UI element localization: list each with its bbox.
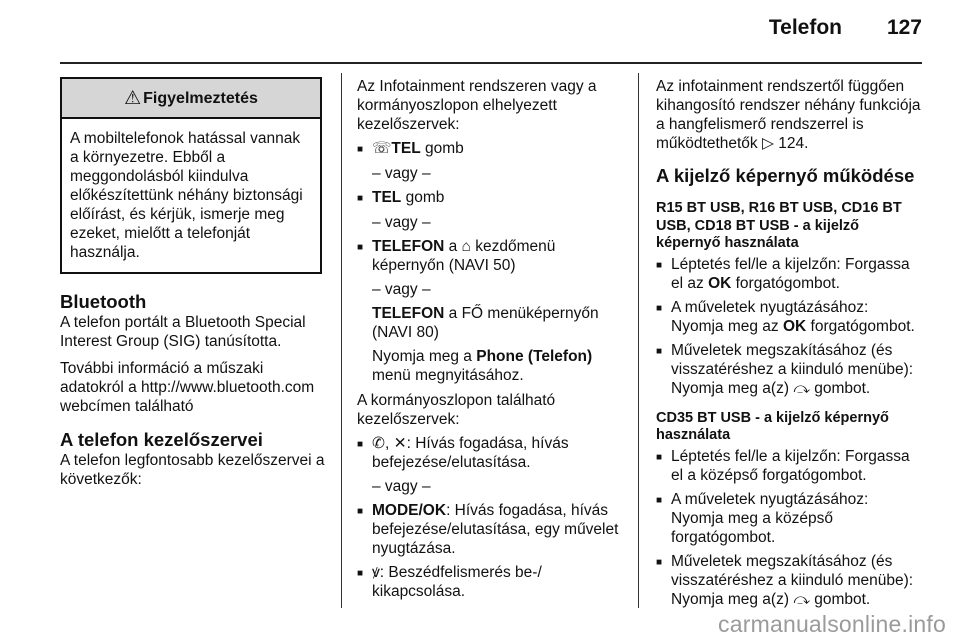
display-heading: A kijelző képernyő működése [656,165,915,186]
list-item [656,490,924,547]
home-icon: ⌂ [461,238,471,255]
bluetooth-p2: További információ a műszaki adatokról a http://www.bluetooth.com webcímen található [60,360,315,415]
item-text: Az infotainment rendszertől függően kihangosító rendszer néhány funkciója a hangfelismerő rendszerrel is működtethetők [656,78,921,152]
call-accept-icon: ✆ [372,435,385,452]
item-text: gomb [401,189,445,206]
item-text: Nyomja meg a [372,348,477,365]
page-number: 127 [886,16,922,39]
bullet-icon: ■ [656,345,663,357]
warning-header [62,79,320,119]
warning-body [62,119,320,272]
item-text: a [444,238,462,255]
telefon-label: TELEFON [372,238,445,255]
item-text: forgatógombot. [806,317,915,335]
warning-triangle-icon: ⚠ [124,87,142,109]
item-text: : Hívás fogadása, hívás befejezése/elutasítása, egy művelet nyugtázása. [372,502,619,557]
bullet-icon: ■ [357,506,364,517]
telefon-label: TELEFON [372,305,445,322]
item-text: Léptetés fel/le a kijelzőn: Forgassa el az [671,255,910,292]
column-divider-1 [341,73,342,608]
sub-heading-r15: R15 BT USB, R16 BT USB, CD16 BT USB, CD18 BT USB - a kijelző képernyő használata [656,200,902,251]
tel-label: TEL [372,189,402,206]
mode-ok-label: MODE/OK [372,502,447,519]
list-item: ■ ✆, ✕: Hívás fogadása, hívás befejezése/elutasítása. [357,435,569,471]
bullet-icon: ■ [357,568,364,579]
item-text: : Beszédfelismerés be-/ kikapcsolása. [372,564,542,600]
telefon-navi80 [357,304,629,342]
controls-p: A telefon legfontosabb kezelőszervei a következők: [60,452,325,488]
sub-heading-cd35: CD35 BT USB - a kijelző képernyő használata [656,409,889,443]
page-ref-icon: ▷ [761,135,774,152]
item-text: A műveletek nyugtázásához: Nyomja meg a középső forgatógombot. [671,490,869,546]
list-item [656,298,924,336]
bullet-icon: ■ [656,302,663,314]
list-item [357,188,629,208]
item-text: menü megnyitásához. [372,367,524,384]
or-separator: – vagy – [372,165,431,182]
bullet-icon: ■ [656,259,663,271]
list-item [656,255,924,293]
column-1 [60,77,326,489]
phone-menu-text [357,347,629,385]
item-text: a FŐ menüképernyőn (NAVI 80) [372,305,599,341]
voice-icon: ꝟ [372,564,380,581]
warning-text: A mobiltelefonok hatással vannak a környezetre. Ebből a meggondolásból kiindulva előkészítettünk néhány biztonsági előírást, és kérjük, ismerje meg ezeket, mielőtt a telefonját használja. [70,130,303,261]
back-icon: ⤼ [793,379,810,397]
item-text: : Hívás fogadása, hívás befejezése/elutasítása. [372,435,569,471]
page-header-title: Telefon [768,16,842,39]
item-text: forgatógombot. [731,274,840,292]
bullet-icon: ■ [357,242,364,253]
watermark: carmanualsonline.info [718,611,946,637]
col3-intro [656,77,924,153]
item-text: Műveletek megszakításához (és visszatéréshez a kiinduló menübe): Nyomja meg a(z) [671,552,914,608]
item-text: Műveletek megszakításához (és visszatéréshez a kiinduló menübe): Nyomja meg a(z) [671,341,914,397]
list-item [656,447,924,485]
column-3 [656,77,924,609]
column-2 [357,77,629,601]
list-item [656,341,924,398]
tel-label: TEL [391,140,421,157]
col2-intro: Az Infotainment rendszeren vagy a kormányoszlopon elhelyezett kezelőszervek: [357,78,597,133]
ok-label: OK [708,274,732,292]
call-end-icon: ✕ [393,435,407,452]
bullet-icon: ■ [357,439,364,450]
page-ref: 124. [778,135,809,152]
or-separator: – vagy – [372,281,431,298]
list-item [357,139,629,159]
phone-label: Phone (Telefon) [476,348,593,365]
controls-heading: A telefon kezelőszervei [60,429,263,450]
header-rule [60,62,922,64]
list-item [357,501,629,558]
column-divider-2 [638,73,639,608]
or-separator: – vagy – [372,214,431,231]
item-text: kezdőmenü képernyőn (NAVI 50) [372,238,556,274]
warning-title: Figyelmeztetés [143,89,258,107]
or-separator: – vagy – [372,478,431,495]
item-text: Léptetés fel/le a kijelzőn: Forgassa el a középső forgatógombot. [671,447,910,484]
item-text: gomb [420,140,464,157]
warning-box [60,77,322,274]
phone-icon: ☏ [372,140,392,157]
bullet-icon: ■ [656,494,663,506]
list-item [357,563,629,601]
list-item [357,237,629,275]
bullet-icon: ■ [357,144,364,155]
item-text: gombot. [809,590,871,608]
bullet-icon: ■ [656,451,663,463]
item-text: A műveletek nyugtázásához: Nyomja meg az [671,298,869,335]
back-icon: ⤼ [793,590,810,608]
bluetooth-heading: Bluetooth [60,291,147,312]
bullet-icon: ■ [357,193,364,204]
item-text: gombot. [809,379,871,397]
bullet-icon: ■ [656,556,663,568]
steering-intro: A kormányoszlopon található kezelőszervek: [357,392,556,428]
ok-label: OK [782,317,807,335]
bluetooth-p1: A telefon portált a Bluetooth Special Interest Group (SIG) tanúsította. [60,314,306,350]
list-item [656,552,924,609]
